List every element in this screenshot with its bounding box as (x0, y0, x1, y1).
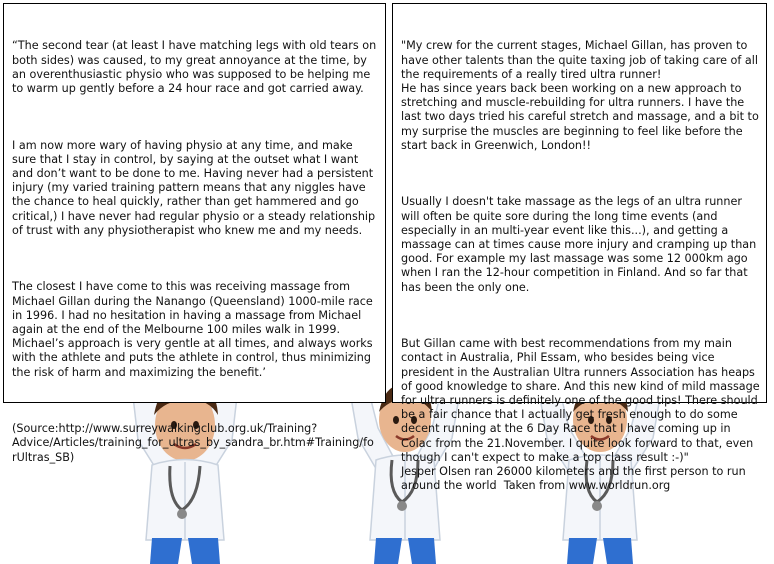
left-paragraph-2: I am now more wary of having physio at any time, and make sure that I stay in control, by saying at the outset what I want and don’t want to be done to me. Having never had a persistent injury (my varied training pattern means that any niggles have the chance to heal quickly, rather than get hammered and go critical,) I have never had regular physio or a steady relationship of trust with any physiotherapist who knew me and my needs. (12, 138, 379, 237)
left-source-citation: (Source:http://www.surreywalkingclub.org.uk/Training?Advice/Articles/training_for_ultras_by_sandra_br.htm#Training/forUltras_SB) (12, 422, 374, 464)
left-quote-panel (3, 3, 386, 464)
left-paragraph-1: “The second tear (at least I have matching legs with old tears on both sides) was caused, to my great annoyance at the time, by an overenthusiastic physio who was supposed to be helping me to warm up gently before a 24 hour race and got carried away. (12, 39, 380, 96)
right-quote-panel (392, 3, 767, 493)
left-paragraph-3: The closest I have come to this was receiving massage from Michael Gillan during the Nanango (Queensland) 1000-mile race in 1996. I had no hesitation in having a massage from Michael again at the end of the Melbourne 100 miles walk in 1999. Michael’s approach is very gentle at all times, and always works with the athlete and puts the athlete in control, thus minimizing the risk of harm and maximizing the benefit.’ (12, 280, 377, 379)
right-paragraph-2: Usually I doesn't take massage as the legs of an ultra runner will often be quite sore during the long time events (and especially in an multi-year event like this...), and getting a massage can at times cause more injury and cramping up than good. For example my last massage was some 12 000km ago when I ran the 12-hour competition in Finland. And so far that has been the only one. (401, 195, 760, 294)
right-paragraph-1: "My crew for the current stages, Michael Gillan, has proven to have other talents than the quite taxing job of taking care of all the requirements of a really tired ultra runner! He has since years back been working on a new approach to stretching and muscle-rebuilding for ultra runners. I have the last two days tried his careful stretch and massage, and a bit to my surprise the muscles are beginning to feel like before the start back in Greenwich, London!! (401, 39, 759, 152)
right-paragraph-3: But Gillan came with best recommendations from my main contact in Australia, Phil Essam, who besides being vice president in the Australian Ultra runners Association has heaps of good knowledge to share. And this new kind of mild massage for ultra runners is definitely one of the good tips! There should be a fair chance that I actually get fresh enough to do some decent running at the 6 Day Race that I have coming up in Colac from the 21.November. I quite look forward to that, even though I can't expect to make a top class result :-)" Jesper Olsen ran 26000 kilometers and the first person to run around the world Taken from www.worldrun.org (401, 337, 760, 493)
